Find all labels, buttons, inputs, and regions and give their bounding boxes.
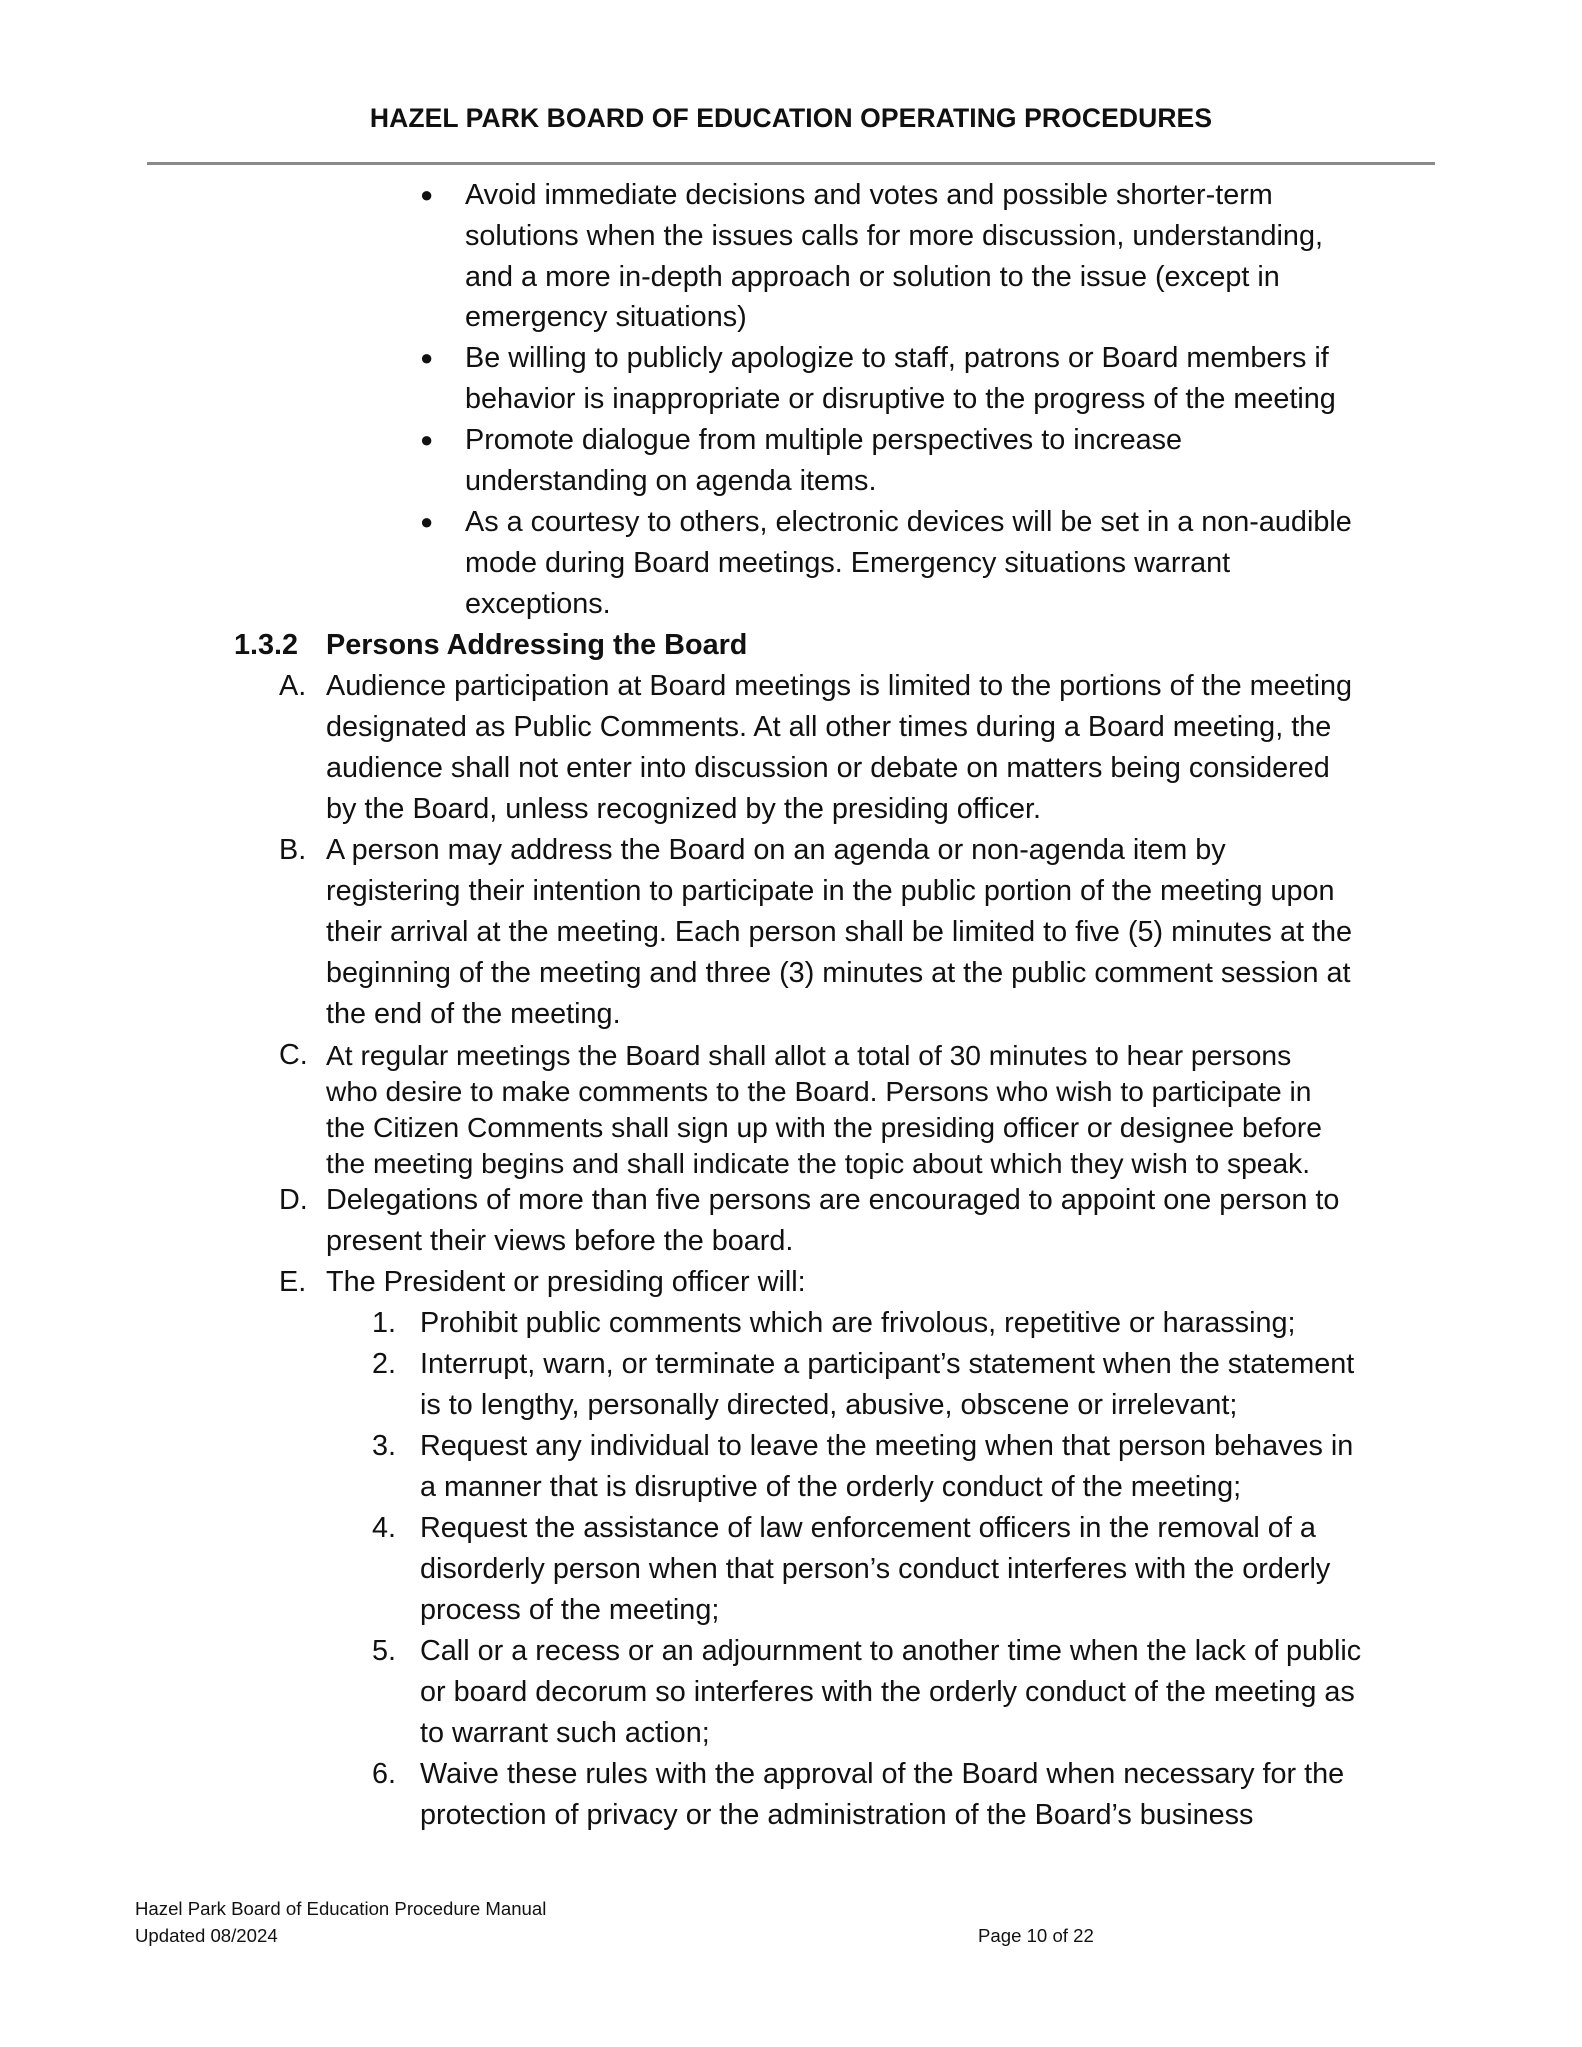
- subitem-line: or board decorum so interferes with the orderly conduct of the meeting as: [420, 1676, 1355, 1708]
- item-marker: C.: [279, 1039, 308, 1071]
- footer-page-number: Page 10 of 22: [978, 1925, 1094, 1946]
- item-line: their arrival at the meeting. Each person shall be limited to five (5) minutes at the: [326, 916, 1352, 948]
- bullet-line: As a courtesy to others, electronic devices will be set in a non-audible: [465, 506, 1352, 538]
- bullet-dot-icon: ●: [420, 427, 434, 452]
- subitem-line: Request the assistance of law enforcement officers in the removal of a: [420, 1512, 1316, 1544]
- item-line: Audience participation at Board meetings is limited to the portions of the meeting: [326, 670, 1353, 702]
- bullet-dot-icon: ●: [420, 182, 434, 207]
- item-line: the end of the meeting.: [326, 998, 621, 1030]
- footer-updated-date: Updated 08/2024: [135, 1925, 278, 1946]
- subitem-marker: 1.: [372, 1307, 397, 1339]
- item-line: Delegations of more than five persons are encouraged to appoint one person to: [326, 1184, 1340, 1216]
- footer-manual-title: Hazel Park Board of Education Procedure Manual: [135, 1898, 547, 1919]
- subitem-line: protection of privacy or the administration of the Board’s business: [420, 1799, 1254, 1831]
- subitem-line: Waive these rules with the approval of the Board when necessary for the: [420, 1758, 1345, 1790]
- subitem-marker: 3.: [372, 1430, 397, 1462]
- subitem-line: Call or a recess or an adjournment to another time when the lack of public: [420, 1635, 1362, 1667]
- item-line: audience shall not enter into discussion or debate on matters being considered: [326, 752, 1330, 784]
- header-divider: [147, 162, 1435, 165]
- bullet-line: Promote dialogue from multiple perspectives to increase: [465, 424, 1183, 456]
- item-marker: A.: [279, 670, 307, 702]
- item-line: At regular meetings the Board shall allot a total of 30 minutes to hear persons: [326, 1039, 1292, 1071]
- section-title: Persons Addressing the Board: [326, 629, 748, 661]
- bullet-line: Be willing to publicly apologize to staff, patrons or Board members if: [465, 342, 1329, 374]
- bullet-line: emergency situations): [465, 301, 747, 333]
- item-line: present their views before the board.: [326, 1225, 794, 1257]
- subitem-line: is to lengthy, personally directed, abusive, obscene or irrelevant;: [420, 1389, 1238, 1421]
- subitem-line: Prohibit public comments which are frivolous, repetitive or harassing;: [420, 1307, 1296, 1339]
- item-line: A person may address the Board on an agenda or non-agenda item by: [326, 834, 1226, 866]
- item-line: the meeting begins and shall indicate the topic about which they wish to speak.: [326, 1147, 1311, 1179]
- item-line: designated as Public Comments. At all other times during a Board meeting, the: [326, 711, 1332, 743]
- bullet-line: exceptions.: [465, 588, 611, 620]
- bullet-dot-icon: ●: [420, 509, 434, 534]
- item-line: registering their intention to participate in the public portion of the meeting upon: [326, 875, 1335, 907]
- item-line: the Citizen Comments shall sign up with the presiding officer or designee before: [326, 1111, 1322, 1143]
- item-line: by the Board, unless recognized by the presiding officer.: [326, 793, 1042, 825]
- subitem-marker: 4.: [372, 1512, 397, 1544]
- item-line: beginning of the meeting and three (3) minutes at the public comment session at: [326, 957, 1351, 989]
- item-line: who desire to make comments to the Board. Persons who wish to participate in: [326, 1075, 1312, 1107]
- subitem-line: disorderly person when that person’s conduct interferes with the orderly: [420, 1553, 1331, 1585]
- item-marker: D.: [279, 1184, 308, 1216]
- subitem-marker: 2.: [372, 1348, 397, 1380]
- bullet-line: understanding on agenda items.: [465, 465, 877, 497]
- bullet-line: and a more in-depth approach or solution to the issue (except in: [465, 261, 1280, 293]
- bullet-line: Avoid immediate decisions and votes and possible shorter-term: [465, 179, 1273, 211]
- bullet-line: behavior is inappropriate or disruptive to the progress of the meeting: [465, 383, 1336, 415]
- bullet-line: mode during Board meetings. Emergency situations warrant: [465, 547, 1231, 579]
- item-marker: E.: [279, 1266, 307, 1298]
- section-number: 1.3.2: [234, 629, 299, 661]
- subitem-line: to warrant such action;: [420, 1717, 710, 1749]
- subitem-marker: 6.: [372, 1758, 397, 1790]
- bullet-line: solutions when the issues calls for more discussion, understanding,: [465, 220, 1323, 252]
- subitem-line: Interrupt, warn, or terminate a participant’s statement when the statement: [420, 1348, 1355, 1380]
- subitem-line: process of the meeting;: [420, 1594, 720, 1626]
- subitem-marker: 5.: [372, 1635, 397, 1667]
- subitem-line: a manner that is disruptive of the orderly conduct of the meeting;: [420, 1471, 1242, 1503]
- subitem-line: Request any individual to leave the meeting when that person behaves in: [420, 1430, 1354, 1462]
- bullet-dot-icon: ●: [420, 345, 434, 370]
- item-marker: B.: [279, 834, 307, 866]
- item-line: The President or presiding officer will:: [326, 1266, 806, 1298]
- page-header-title: HAZEL PARK BOARD OF EDUCATION OPERATING PROCEDURES: [369, 103, 1213, 133]
